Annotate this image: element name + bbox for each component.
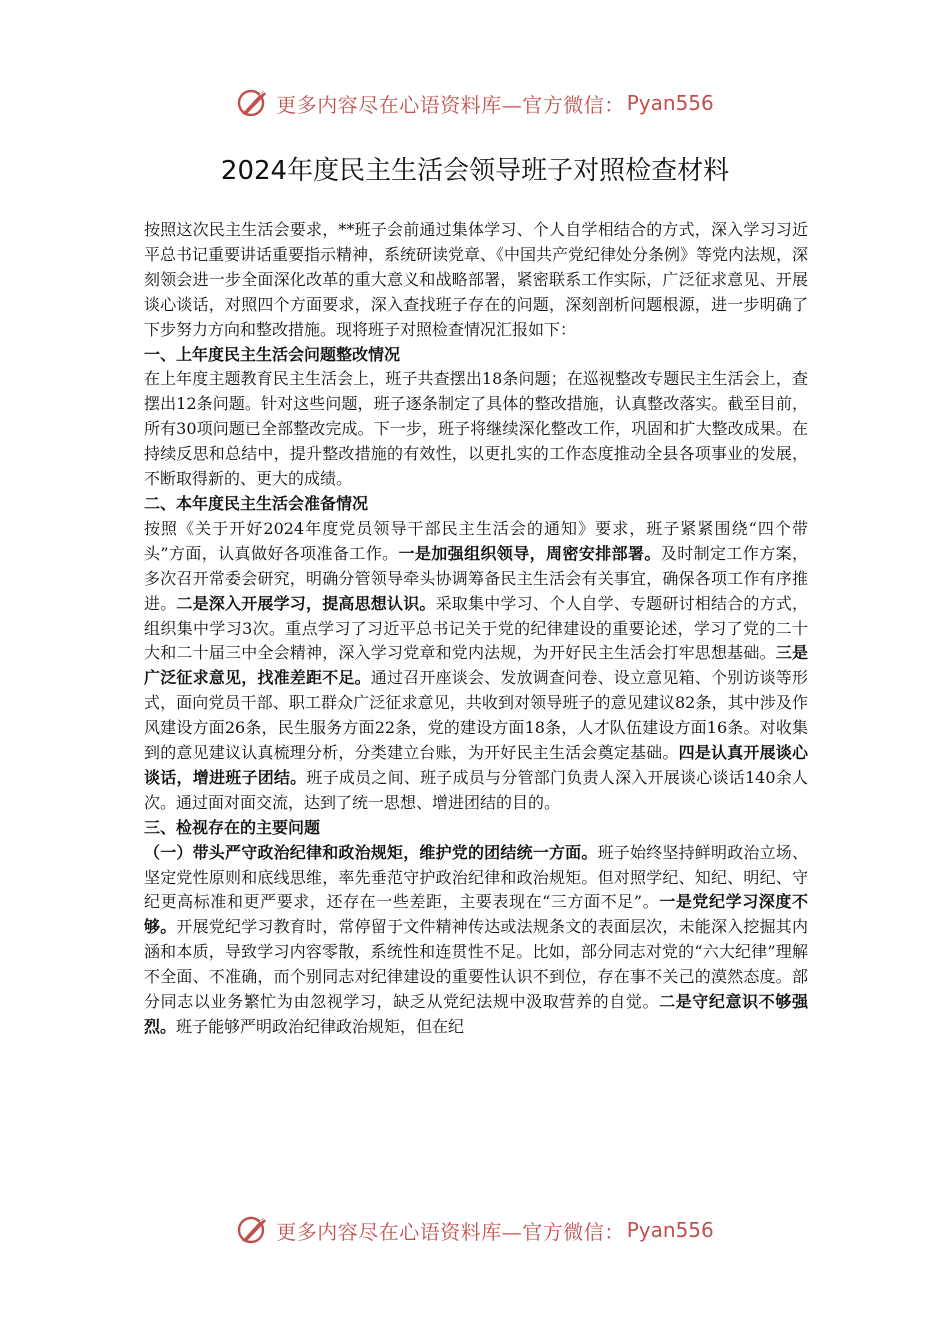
document-body: [144, 218, 808, 1040]
section-2-point-3: 三是广泛征求意见，找准差距不足。: [144, 643, 808, 688]
quill-pen-icon: [236, 1213, 270, 1247]
section-2-text-5: 班子成员之间、班子成员与分管部门负责人深入开展谈心谈话140余人次。通过面对面交流，达到了统一思想、增进团结的目的。: [144, 767, 808, 812]
section-2-point-1: 一是加强组织领导，周密安排部署。: [398, 543, 661, 563]
watermark-wechat-id: Pyan556: [626, 91, 714, 115]
section-3-heading: 三、检视存在的主要问题: [144, 817, 321, 837]
section-2-paragraph: [144, 517, 808, 816]
section-2-text-1: 按照《关于开好2024年度党员领导干部民主生活会的通知》要求，班子紧紧围绕“四个带头”方面，认真做好各项准备工作。: [144, 518, 808, 563]
intro-paragraph: 按照这次民主生活会要求，**班子会前通过集体学习、个人自学相结合的方式，深入学习习近平总书记重要讲话重要指示精神，系统研读党章、《中国共产党纪律处分条例》等党内法规，深刻领会进一步全面深化改革的重大意义和战略部署，紧密联系工作实际，广泛征求意见、开展谈心谈话，对照四个方面要求，深入查找班子存在的问题，深刻剖析问题根源，进一步明确了下步努力方向和整改措施。现将班子对照检查情况汇报如下：: [144, 220, 809, 339]
section-1-paragraph: 在上年度主题教育民主生活会上，班子共查摆出18条问题；在巡视整改专题民主生活会上，查摆出12条问题。针对这些问题，班子逐条制定了具体的整改措施，认真整改落实。截至目前，所有30项问题已全部整改完成。下一步，班子将继续深化整改工作，巩固和扩大整改成果。在持续反思和总结中，提升整改措施的有效性，以更扎实的工作态度推动全县各项事业的发展，不断取得新的、更大的成绩。: [144, 369, 808, 489]
watermark-site-text: 更多内容尽在心语资料库—官方微信：: [276, 1219, 625, 1244]
quill-pen-icon: [236, 86, 270, 120]
watermark-site-text: 更多内容尽在心语资料库—官方微信：: [276, 92, 625, 117]
section-2-heading: 二、本年度民主生活会准备情况: [144, 493, 369, 513]
section-2-text-4: 通过召开座谈会、发放调查问卷、设立意见箱、个别访谈等形式，面向党员干部、职工群众广泛征求意见，共收到对领导班子的意见建议82条，其中涉及作风建设方面26条，民生服务方面22条，党的建设方面18条，人才队伍建设方面16条。对收集到的意见建议认真梳理分析，分类建立台账，为开好民主生活会奠定基础。: [144, 668, 808, 763]
section-3-text-3: 班子能够严明政治纪律政治规矩，但在纪: [176, 1017, 465, 1036]
footer-watermark: [0, 1210, 950, 1250]
section-2-text-2: 及时制定工作方案，多次召开常委会研究，明确分管领导牵头协调筹备民主生活会有关事宜，确保各项工作有序推进。: [144, 543, 808, 613]
section-3-point-2: 二是守纪意识不够强烈。: [144, 992, 808, 1036]
section-3-paragraph: [144, 841, 808, 1040]
section-3-text-1: 班子始终坚持鲜明政治立场、坚定党性原则和底线思维，率先垂范守护政治纪律和政治规矩。但对照学纪、知纪、明纪、守纪更高标准和更严要求，还存在一些差距，主要表现在“三方面不足”。: [144, 842, 808, 912]
header-watermark: [0, 83, 950, 123]
section-2-text-3: 采取集中学习、个人自学、专题研讨相结合的方式，组织集中学习3次。重点学习了习近平总书记关于党的纪律建设的重要论述，学习了党的二十大和二十届三中全会精神，深入学习党章和党内法规，为开好民主生活会打牢思想基础。: [144, 593, 808, 663]
section-2-point-2: 二是深入开展学习，提高思想认识。: [176, 593, 436, 613]
section-2-point-4: 四是认真开展谈心谈话，增进班子团结。: [144, 743, 808, 787]
section-1-heading: 一、上年度民主生活会问题整改情况: [144, 344, 401, 364]
watermark-wechat-id: Pyan556: [626, 1218, 714, 1242]
document-title: 2024年度民主生活会领导班子对照检查材料: [220, 156, 730, 186]
section-3-subheading-1: （一）带头严守政治纪律和政治规矩，维护党的团结统一方面。: [144, 842, 598, 862]
section-3-point-1: 一是党纪学习深度不够。: [144, 892, 808, 937]
section-3-text-2: 开展党纪学习教育时，常停留于文件精神传达或法规条文的表面层次，未能深入挖掘其内涵和本质，导致学习内容零散，系统性和连贯性不足。比如，部分同志对党的“六大纪律”理解不全面、不准确，而个别同志对纪律建设的重要性认识不到位，存在事不关己的漠然态度。部分同志以业务繁忙为由忽视学习，缺乏从党纪法规中汲取营养的自觉。: [144, 917, 808, 1012]
